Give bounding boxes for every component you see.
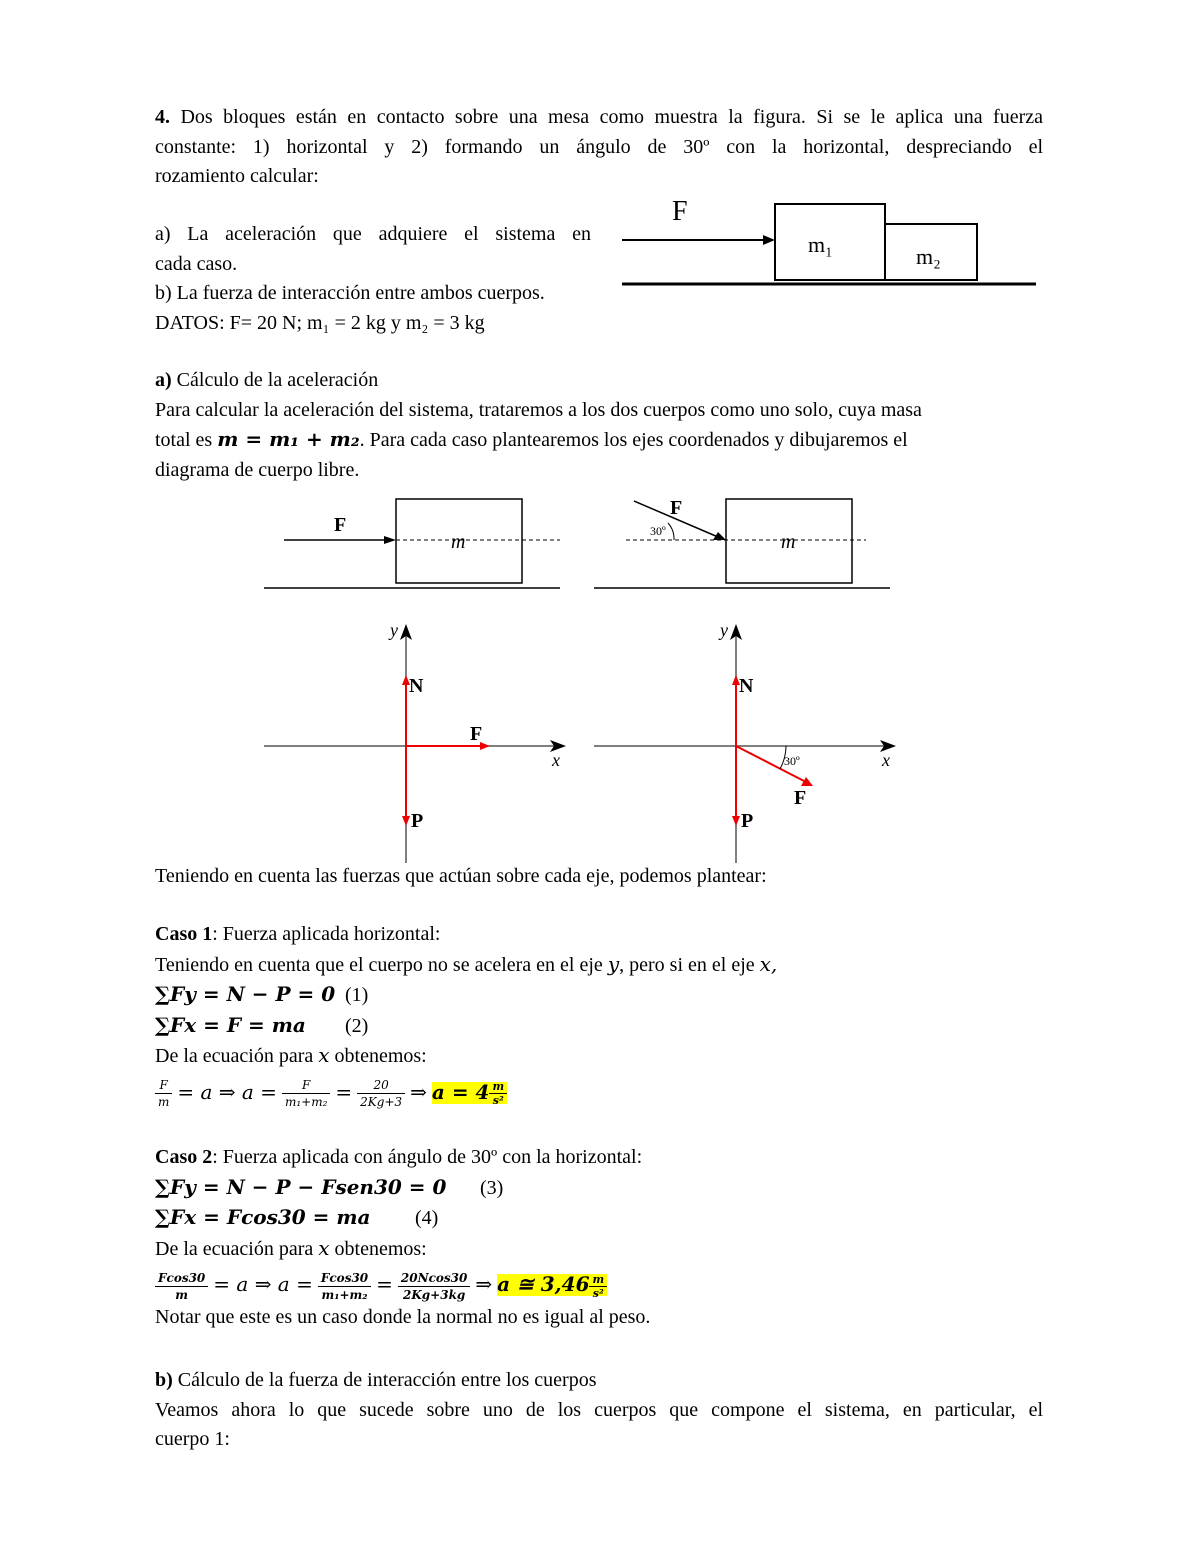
frac-3 [398, 1270, 470, 1303]
frac-2-den: m₁+m₂ [284, 1095, 328, 1110]
problem-number: 4. [155, 106, 170, 128]
frac-3-num: 20 [357, 1077, 405, 1094]
case-2-result-value: a ≅ 3,46 [497, 1272, 590, 1296]
normal-label: N [739, 675, 754, 697]
section-b-heading [155, 1366, 1043, 1396]
equation-1-expr: ∑Fy = N − P = 0 [155, 982, 336, 1006]
case-2-result-unit [589, 1273, 607, 1300]
statement-line-1 [155, 103, 1043, 133]
frac-3-num: 20Ncos30 [398, 1270, 470, 1287]
y-axis-label: y [390, 620, 398, 640]
case-1-intro-y: y [607, 951, 620, 976]
angle-label: 30º [650, 524, 666, 538]
section-a-label: a) [155, 369, 172, 391]
item-a-line-1: a) La aceleración que adquiere el sistema en [155, 223, 591, 245]
section-a-line-2 [155, 425, 1035, 456]
frac-1-num: F [155, 1077, 172, 1094]
force-label: F [470, 723, 483, 745]
case-1-from-eq-a: De la ecuación para [155, 1045, 314, 1067]
equation-3 [155, 1173, 1035, 1204]
mass-label: m [781, 531, 796, 553]
force-arrow-head [763, 235, 775, 245]
unit-den: s² [492, 1094, 504, 1108]
case-1-result [431, 1079, 507, 1108]
y-axis-label: y [720, 620, 728, 640]
case-1-intro-b: , pero si en el eje [619, 953, 755, 976]
frac-3-den: 2Kg+3 [360, 1095, 403, 1110]
equation-2-number: (2) [345, 1014, 369, 1037]
equals-sign: = [376, 1272, 393, 1296]
weight-label: P [411, 810, 424, 832]
block-m1-label: m₁ [808, 232, 833, 257]
case-1 [155, 920, 1035, 1111]
case-2-mid: = a ⇒ a = [213, 1272, 313, 1296]
equation-4-expr: ∑Fx = Fcos30 = ma [155, 1205, 371, 1229]
problem-items [155, 220, 591, 338]
section-b-line-2: cuerpo 1: [155, 1428, 230, 1450]
angle-arc [668, 523, 674, 540]
force-label: F [794, 787, 807, 809]
frac-2-num: Fcos30 [318, 1270, 371, 1287]
angle-label: 30º [784, 754, 800, 768]
case-1-label: Caso 1 [155, 923, 213, 945]
x-axis-label: x [882, 750, 890, 770]
implies-symbol: ⇒ [475, 1274, 493, 1296]
section-b-title: Cálculo de la fuerza de interacción entre los cuerpos [177, 1369, 597, 1391]
problem-statement [155, 103, 1043, 192]
free-body-diagram-angled [592, 618, 902, 868]
case-2-label: Caso 2 [155, 1146, 213, 1168]
section-a-heading [155, 366, 1035, 396]
case-1-from-eq-b: obtenemos: [334, 1045, 427, 1067]
case-1-from-eq [155, 1041, 1035, 1072]
total-mass-formula: m = m₁ + m₂ [217, 427, 360, 451]
equation-4 [155, 1203, 1035, 1234]
frac-2-num: F [282, 1077, 330, 1094]
section-a [155, 366, 1035, 485]
statement-line-3: rozamiento calcular: [155, 165, 319, 187]
equals-sign: = [335, 1079, 353, 1104]
case-2-note: Notar que este es un caso donde la normal no es igual al peso. [155, 1306, 651, 1328]
block-diagram-horizontal [262, 492, 562, 592]
unit-num: m [589, 1273, 607, 1287]
equation-3-number: (3) [480, 1176, 504, 1199]
section-b-line-1: Veamos ahora lo que sucede sobre uno de los cuerpos que compone el sistema, en particular, el [155, 1398, 1043, 1421]
case-1-from-eq-x: x [318, 1043, 330, 1067]
case-2-heading [155, 1143, 1035, 1173]
equation-2-expr: ∑Fx = F = ma [155, 1012, 306, 1037]
case-1-mid: = a ⇒ a = [177, 1079, 277, 1104]
section-a-title: Cálculo de la aceleración [176, 369, 379, 391]
block-diagram-angled [592, 492, 892, 592]
equation-2 [155, 1011, 1035, 1042]
weight-label: P [741, 810, 754, 832]
frac-1 [155, 1270, 208, 1303]
frac-2 [318, 1270, 371, 1303]
total-mass-prefix: total es [155, 429, 213, 451]
case-1-intro-x: x, [759, 951, 778, 976]
implies-symbol: ⇒ [410, 1081, 427, 1104]
block-m2-label: m₂ [916, 244, 941, 269]
equation-4-number: (4) [415, 1207, 439, 1229]
force-label: F [672, 196, 688, 227]
two-blocks-figure [620, 190, 1040, 290]
case-2-solution [155, 1266, 1035, 1303]
case-2-from-eq-x: x [318, 1235, 330, 1260]
case-1-intro-a: Teniendo en cuenta que el cuerpo no se acelera en el eje [155, 953, 603, 976]
frac-1-den: m [158, 1095, 170, 1110]
forces-intro: Teniendo en cuenta las fuerzas que actúan sobre cada eje, podemos plantear: [155, 865, 767, 887]
case-1-solution [155, 1074, 1035, 1111]
frac-3-den: 2Kg+3kg [403, 1287, 466, 1302]
section-a-line-1: Para calcular la aceleración del sistema, trataremos a los dos cuerpos como uno solo, cuya masa [155, 398, 922, 421]
frac-1-num: Fcos30 [155, 1270, 208, 1287]
weight-vector-head [402, 816, 410, 826]
frac-1-den: m [175, 1287, 188, 1302]
force-arrow-head [384, 536, 396, 544]
unit-num: m [489, 1080, 507, 1094]
datos: DATOS: F= 20 N; m₁ = 2 kg y m₂ = 3 kg [155, 311, 485, 334]
case-2-from-eq-a: De la ecuación para [155, 1237, 314, 1260]
equation-3-expr: ∑Fy = N − P − Fsen30 = 0 [155, 1174, 447, 1199]
case-1-intro [155, 950, 1035, 981]
frac-3 [357, 1077, 405, 1110]
item-b: b) La fuerza de interacción entre ambos cuerpos. [155, 282, 545, 304]
free-body-diagram-horizontal [262, 618, 572, 868]
equation-1-number: (1) [345, 984, 369, 1006]
item-a-line-2: cada caso. [155, 252, 238, 275]
case-2 [155, 1143, 1035, 1333]
case-2-title: : Fuerza aplicada con ángulo de 30º con la horizontal: [212, 1146, 643, 1168]
force-label: F [334, 514, 347, 536]
case-1-title: : Fuerza aplicada horizontal: [212, 923, 441, 945]
statement-line-2: constante: 1) horizontal y 2) formando un ángulo de 30º con la horizontal, despreciando el [155, 135, 1043, 158]
section-a-line-3: diagrama de cuerpo libre. [155, 458, 360, 481]
case-2-from-eq [155, 1234, 1035, 1265]
force-label: F [670, 497, 683, 519]
section-b-label: b) [155, 1369, 173, 1391]
total-mass-suffix: . Para cada caso plantearemos los ejes coordenados y dibujaremos el [359, 429, 908, 451]
section-b [155, 1366, 1043, 1455]
statement-text-1: Dos bloques están en contacto sobre una mesa como muestra la figura. Si se le aplica una fuerza [180, 106, 1044, 128]
case-1-heading [155, 920, 1035, 950]
unit-den: s² [592, 1286, 604, 1300]
frac-2 [282, 1077, 330, 1110]
case-1-result-unit [489, 1080, 507, 1107]
frac-1 [155, 1077, 172, 1110]
case-2-from-eq-b: obtenemos: [334, 1237, 427, 1260]
case-1-result-value: a = 4 [431, 1079, 490, 1104]
frac-2-den: m₁+m₂ [321, 1287, 368, 1302]
equation-1 [155, 980, 1035, 1011]
case-2-result [497, 1272, 607, 1300]
mass-label: m [451, 531, 466, 553]
x-axis-label: x [552, 750, 560, 770]
weight-vector-head [732, 816, 740, 826]
normal-label: N [409, 675, 424, 697]
